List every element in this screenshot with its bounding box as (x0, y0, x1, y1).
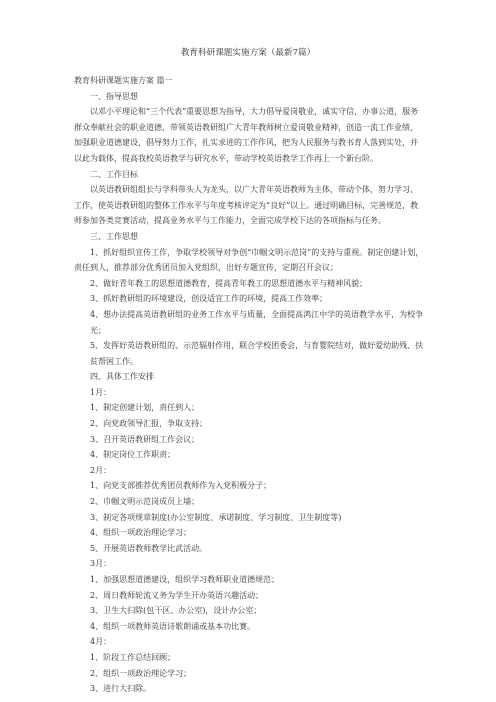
section-paragraph-1: 以邓小平理论和“三个代表”重要思想为指导，大力倡导爱岗敬业，诚实守信，办事公道，服务群众奉献社会的职业道德，带领英语教研组广大青年教师树立爱岗敬业精神，创造一流工作业绩，加强职业道德建设，倡导努力工作，扎实求进的工作作风，把为人民服务与教书育人落到实处，并以此为载体，提高我校英语教学与研究水平，带动学校英语教学工作再上一个新台阶。 (74, 107, 419, 163)
document-title: 教育科研课题实施方案（最新7篇） (180, 48, 316, 58)
month-label: 1月： (90, 387, 112, 397)
list-item: 5、发挥好英语教研组的、示范辐射作用，联合学校团委会，与育婴院结对，做好爱幼助残、扶贫帮困工作。 (90, 341, 424, 366)
list-item: 2、向党政领导汇报，争取支持； (90, 419, 208, 429)
list-item: 3、制定各项规章制度(办公室制度、承诺制度、学习制度、卫生制度等) (90, 512, 342, 522)
list-item: 1、制定创建计划，责任到人； (90, 403, 200, 413)
month-label: 2月： (90, 465, 112, 475)
section-paragraph-2: 以英语教研组组长与学科带头人为龙头，以广大青年英语教师为主体，带动个体，努力学习、工作，使英语教研组的整体工作水平与年度考核评定为“良好”以上。通过明确目标，完善规范，教师参加各类竞赛活动，提高业务水平与工作能力，全面完成学校下达的各项指标与任务。 (74, 185, 419, 226)
month-label: 3月： (90, 559, 112, 569)
list-item: 3、抓好教研组的环境建设，创设适宜工作的环境，提高工作效率； (90, 294, 328, 304)
section-heading-2: 二、工作目标 (90, 169, 138, 179)
list-item: 2、周日教师轮流义务为学生开办英语兴趣活动； (90, 590, 264, 600)
list-item: 4、想办法提高英语教研组的业务工作水平与质量，全面提高鸿江中学的英语教学水平，为校争光； (90, 309, 424, 335)
list-item: 1、向党支部推荐优秀团员教师作为入党积极分子； (90, 481, 272, 491)
section-heading-4: 四、具体工作安排 (90, 372, 154, 382)
list-item: 2、巾帼文明示范岗成员上墙； (90, 497, 200, 507)
list-item: 3、进行大扫除。 (90, 684, 152, 694)
list-item: 5、开展英语教师教学比武活动。 (90, 543, 208, 553)
list-item: 2、组织一项政治理论学习； (90, 668, 192, 678)
document-body (74, 73, 424, 697)
list-item: 2、做好青年教工的思想道德教育，提高青年教工的思想道德水平与精神风貌； (90, 278, 368, 288)
list-item: 4、组织一项教师英语诗歌朗诵或基本功比赛。 (90, 621, 256, 631)
list-item: 3、卫生大扫除(包干区、办公室)，设计办公室； (90, 606, 262, 616)
list-item: 1、加强思想道德建设，组织学习教师职业道德规范； (90, 575, 280, 584)
subtitle: 教育科研课题实施方案 篇一 (74, 76, 173, 85)
list-item: 4、制定岗位工作职责； (90, 450, 176, 460)
list-item: 3、召开英语教研组工作会议； (90, 434, 200, 444)
section-heading-1: 一、指导思想 (90, 91, 138, 101)
section-heading-3: 三、工作思想 (90, 231, 138, 241)
list-item: 4、组织一项政治理论学习； (90, 528, 192, 538)
month-label: 4月： (90, 637, 112, 647)
list-item: 1、抓好组织宣传工作，争取学校领导对争创“巾帼文明示范岗”的支持与重视。制定创建计划，责任到人，推荐部分优秀团员加入党组织，出好专题宣传，定期召开会议； (74, 247, 424, 273)
list-item: 1、阶段工作总结回顾； (90, 652, 176, 662)
